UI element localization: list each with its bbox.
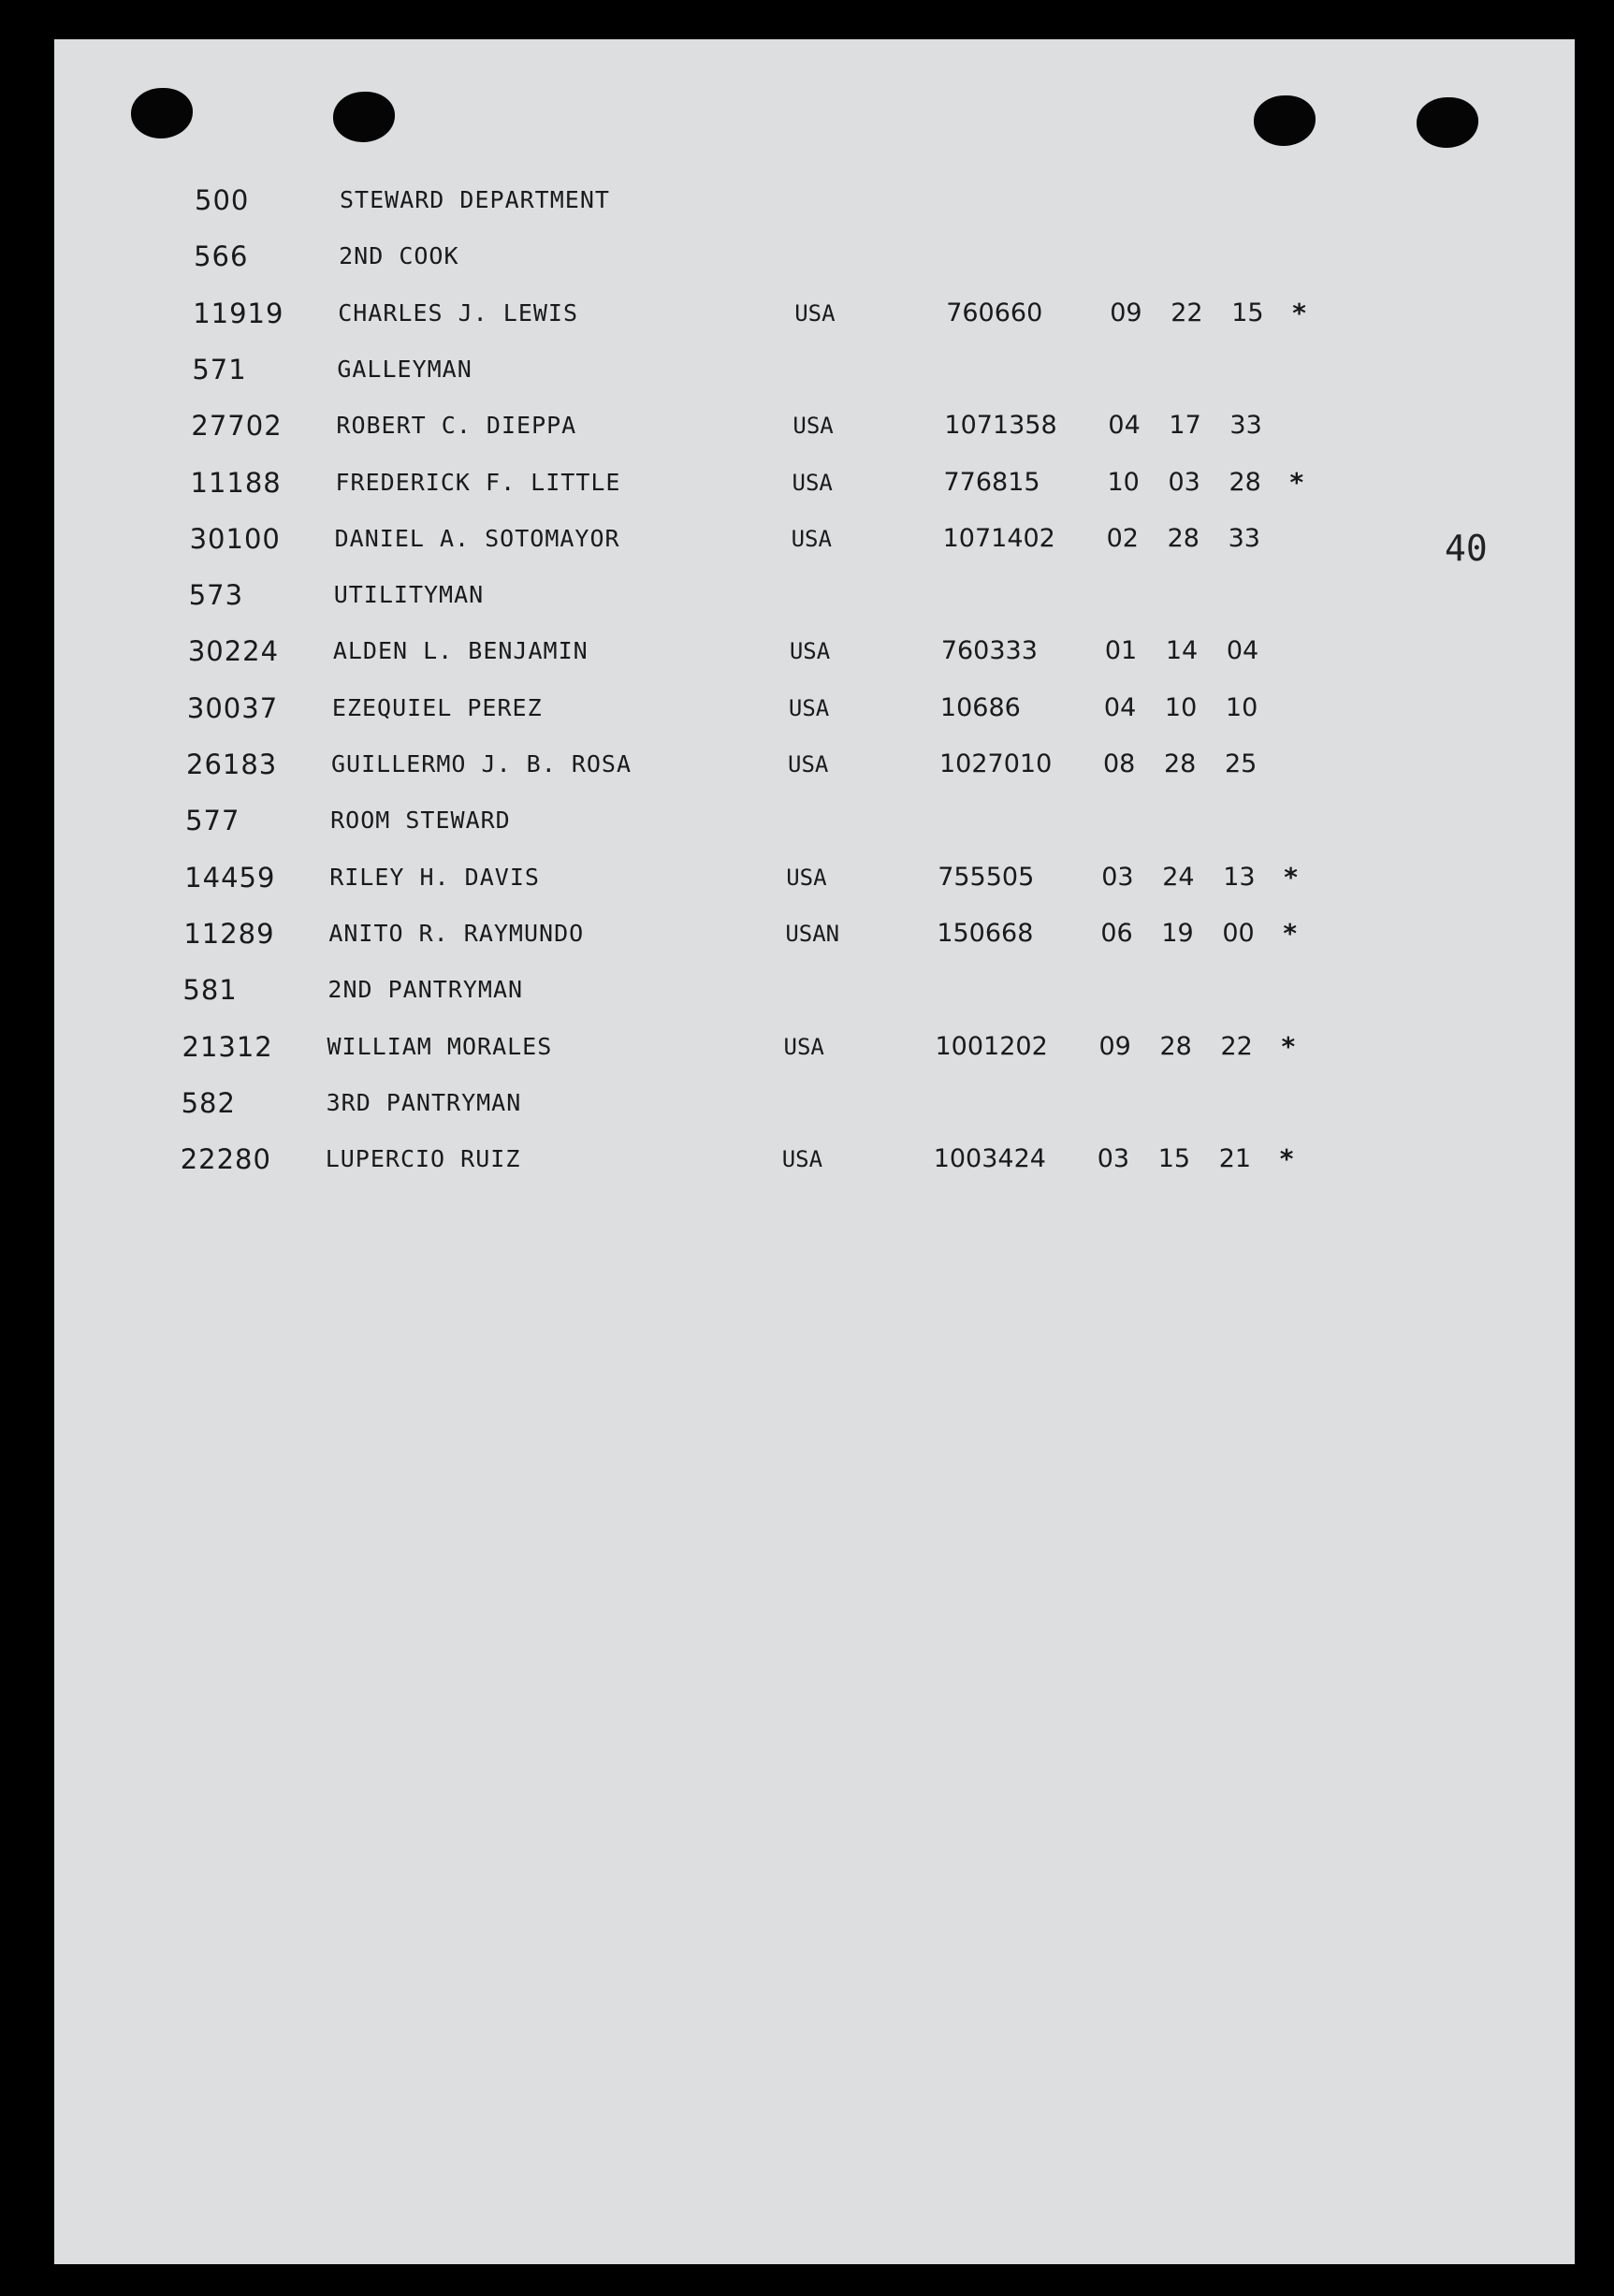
name-cell: EZEQUIEL PEREZ bbox=[331, 693, 543, 721]
date-day-cell: 24 bbox=[1162, 862, 1195, 892]
date-year-cell: 33 bbox=[1228, 523, 1260, 553]
punch-hole bbox=[1254, 95, 1316, 146]
book-number-cell: 755505 bbox=[938, 862, 1035, 892]
book-number-cell: 1027010 bbox=[939, 749, 1053, 778]
book-number-cell: 10686 bbox=[939, 692, 1021, 722]
nationality-cell: USA bbox=[781, 1146, 823, 1173]
code-cell: 14459 bbox=[184, 861, 276, 894]
date-month-cell: 08 bbox=[1103, 749, 1136, 778]
date-year-cell: 25 bbox=[1225, 749, 1258, 778]
nationality-cell: USAN bbox=[785, 920, 840, 947]
name-cell: 2ND PANTRYMAN bbox=[327, 976, 524, 1004]
name-cell: GUILLERMO J. B. ROSA bbox=[331, 750, 633, 777]
code-cell: 571 bbox=[192, 353, 247, 385]
name-cell: UTILITYMAN bbox=[333, 581, 485, 609]
book-number-cell: 760660 bbox=[946, 298, 1043, 327]
name-cell: LUPERCIO RUIZ bbox=[325, 1145, 521, 1173]
asterisk-mark: * bbox=[1292, 297, 1306, 328]
code-cell: 22280 bbox=[180, 1143, 271, 1176]
code-cell: 27702 bbox=[191, 410, 283, 443]
code-cell: 566 bbox=[194, 240, 249, 273]
code-cell: 21312 bbox=[182, 1030, 273, 1063]
code-cell: 30037 bbox=[186, 691, 279, 724]
date-month-cell: 04 bbox=[1103, 692, 1137, 722]
name-cell: GALLEYMAN bbox=[337, 355, 473, 383]
date-day-cell: 19 bbox=[1161, 918, 1194, 948]
date-month-cell: 09 bbox=[1110, 298, 1142, 327]
date-day-cell: 15 bbox=[1157, 1144, 1191, 1174]
date-day-cell: 14 bbox=[1165, 636, 1199, 666]
date-day-cell: 03 bbox=[1168, 467, 1200, 497]
punch-hole bbox=[131, 88, 193, 138]
code-cell: 582 bbox=[181, 1086, 236, 1119]
name-cell: ANITO R. RAYMUNDO bbox=[328, 919, 585, 947]
date-day-cell: 10 bbox=[1164, 692, 1198, 722]
code-cell: 30100 bbox=[189, 522, 281, 555]
asterisk-mark: * bbox=[1284, 861, 1298, 893]
date-year-cell: 22 bbox=[1220, 1031, 1253, 1061]
date-year-cell: 04 bbox=[1226, 636, 1259, 666]
book-number-cell: 1071358 bbox=[944, 411, 1057, 441]
code-cell: 11188 bbox=[190, 466, 282, 499]
date-year-cell: 15 bbox=[1231, 298, 1264, 327]
date-day-cell: 17 bbox=[1169, 411, 1201, 441]
nationality-cell: USA bbox=[791, 525, 832, 552]
book-number-cell: 1003424 bbox=[933, 1144, 1046, 1174]
date-year-cell: 21 bbox=[1218, 1144, 1252, 1174]
date-year-cell: 33 bbox=[1229, 411, 1262, 441]
date-month-cell: 03 bbox=[1097, 1144, 1130, 1174]
nationality-cell: USA bbox=[794, 299, 836, 327]
date-day-cell: 28 bbox=[1159, 1031, 1192, 1061]
name-cell: WILLIAM MORALES bbox=[327, 1032, 553, 1060]
name-cell: DANIEL A. SOTOMAYOR bbox=[334, 524, 620, 552]
asterisk-mark: * bbox=[1281, 1030, 1296, 1062]
code-cell: 30224 bbox=[187, 635, 280, 668]
nationality-cell: USA bbox=[783, 1033, 824, 1060]
date-year-cell: 28 bbox=[1229, 467, 1261, 497]
date-day-cell: 22 bbox=[1171, 298, 1203, 327]
date-year-cell: 13 bbox=[1223, 862, 1256, 892]
date-month-cell: 10 bbox=[1107, 467, 1140, 497]
book-number-cell: 776815 bbox=[943, 467, 1040, 497]
name-cell: ROBERT C. DIEPPA bbox=[336, 412, 577, 440]
asterisk-mark: * bbox=[1283, 917, 1297, 949]
nationality-cell: USA bbox=[786, 864, 827, 891]
punch-hole bbox=[1417, 97, 1478, 148]
code-cell: 581 bbox=[182, 974, 238, 1007]
code-cell: 11919 bbox=[193, 297, 284, 329]
code-cell: 26183 bbox=[186, 748, 278, 780]
nationality-cell: USA bbox=[788, 694, 830, 721]
nationality-cell: USA bbox=[792, 469, 833, 496]
book-number-cell: 150668 bbox=[937, 918, 1034, 948]
code-cell: 11289 bbox=[183, 917, 275, 950]
code-cell: 573 bbox=[188, 579, 244, 612]
date-month-cell: 02 bbox=[1106, 523, 1139, 553]
punch-hole bbox=[333, 92, 395, 142]
date-year-cell: 10 bbox=[1225, 692, 1258, 722]
document-page bbox=[54, 39, 1575, 2264]
code-cell: 577 bbox=[185, 805, 240, 837]
date-month-cell: 09 bbox=[1098, 1031, 1131, 1061]
book-number-cell: 760333 bbox=[940, 636, 1038, 666]
name-cell: FREDERICK F. LITTLE bbox=[335, 468, 621, 496]
name-cell: ALDEN L. BENJAMIN bbox=[332, 637, 589, 665]
name-cell: 2ND COOK bbox=[339, 242, 459, 270]
book-number-cell: 1001202 bbox=[935, 1031, 1048, 1061]
book-number-cell: 1071402 bbox=[942, 523, 1055, 553]
name-cell: STEWARD DEPARTMENT bbox=[340, 186, 610, 213]
page-number: 40 bbox=[1445, 528, 1488, 569]
name-cell: 3RD PANTRYMAN bbox=[326, 1088, 522, 1116]
name-cell: CHARLES J. LEWIS bbox=[338, 298, 579, 327]
nationality-cell: USA bbox=[789, 638, 831, 665]
nationality-cell: USA bbox=[788, 751, 829, 777]
date-day-cell: 28 bbox=[1167, 523, 1200, 553]
date-month-cell: 01 bbox=[1104, 636, 1138, 666]
nationality-cell: USA bbox=[792, 413, 834, 440]
asterisk-mark: * bbox=[1279, 1143, 1294, 1175]
date-month-cell: 04 bbox=[1108, 411, 1141, 441]
asterisk-mark: * bbox=[1289, 466, 1304, 498]
date-year-cell: 00 bbox=[1222, 918, 1255, 948]
date-month-cell: 03 bbox=[1101, 862, 1134, 892]
name-cell: RILEY H. DAVIS bbox=[329, 863, 540, 891]
code-cell: 500 bbox=[195, 184, 250, 216]
date-month-cell: 06 bbox=[1100, 918, 1133, 948]
name-cell: ROOM STEWARD bbox=[330, 807, 511, 835]
date-day-cell: 28 bbox=[1164, 749, 1197, 778]
